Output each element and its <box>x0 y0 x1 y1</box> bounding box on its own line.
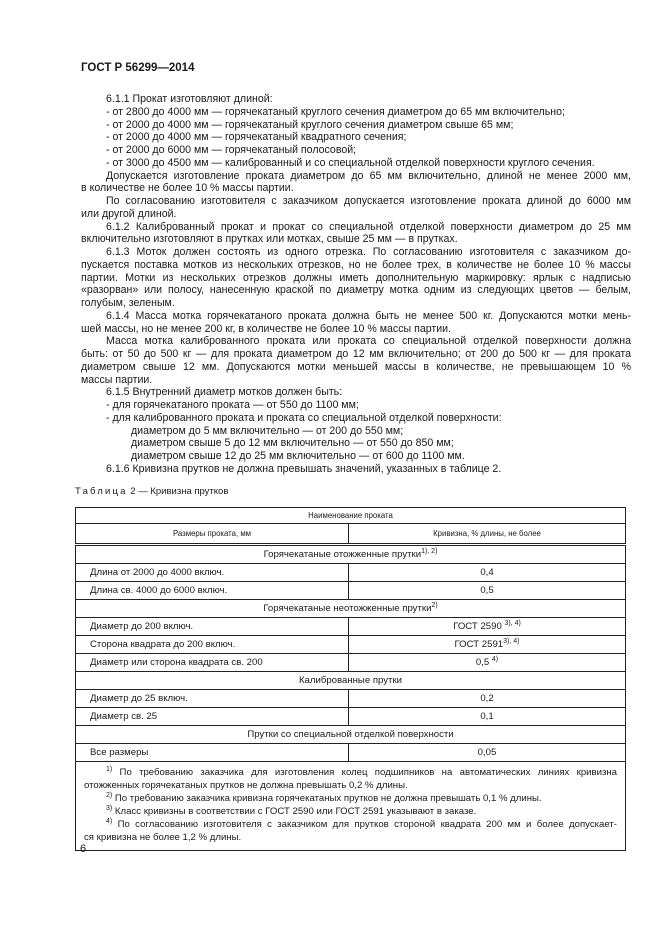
curvature-cell <box>349 744 626 762</box>
footnote-mark: 2) <box>106 792 113 799</box>
curvature-value: ГОСТ 2591 <box>454 639 504 650</box>
footnote-line <box>84 831 617 844</box>
curvature-table <box>75 507 626 851</box>
text-line: 6.1.3 Моток должен состоять из одного отрезка. По согласованию изготовителя с заказчиком до- <box>106 246 631 258</box>
table-row <box>76 582 626 600</box>
text-line: - от 2000 до 6000 мм — горячекатаный полосовой; <box>106 144 357 156</box>
curvature-cell <box>349 708 626 726</box>
curvature-cell <box>349 690 626 708</box>
text-line: - от 3000 до 4500 мм — калиброванный и со специальной отделкой поверхности круглого сечения. <box>106 156 595 169</box>
column-header-size: Размеры проката, мм <box>76 524 349 545</box>
group-title-cell <box>76 726 626 744</box>
footnote-line <box>84 766 617 779</box>
curvature-value: 0,5 <box>480 585 494 596</box>
text-line: 6.1.4 Масса мотка горячекатаного проката должна быть не менее 500 кг. Допускаются мотки мень- <box>106 309 631 322</box>
table-row <box>76 636 626 654</box>
footnotes-row <box>76 762 626 851</box>
footnote-text: отожженных горячекатаных прутков не должна превышать 0,2 % длины. <box>84 780 408 791</box>
size-cell: Диаметр до 25 включ. <box>76 690 349 708</box>
curvature-value: 0,2 <box>480 693 494 704</box>
size-cell: Диаметр св. 25 <box>76 708 349 726</box>
text-line: в количестве не более 10 % массы партии. <box>81 182 294 195</box>
footnote-ref: 4) <box>491 656 499 663</box>
group-row <box>76 545 626 564</box>
footnote-ref: 3), 4) <box>503 638 520 645</box>
footnote-text: ся кривизна не более 1,2 % длины. <box>84 832 242 843</box>
text-line: диаметром до 5 мм включительно — от 200 до 550 мм; <box>131 424 404 437</box>
curvature-cell <box>349 618 626 636</box>
curvature-value: 0,05 <box>477 747 497 758</box>
text-line: Допускается изготовление проката диаметром до 65 мм включительно, длиной не менее 2000 мм, <box>106 169 631 182</box>
footnote-line <box>84 805 617 818</box>
text-line: диаметром свыше 12 до 25 мм включительно — от 600 до 1100 мм. <box>131 450 465 462</box>
text-line: - от 2000 до 4000 мм — горячекатаный квадратного сечения; <box>106 131 407 144</box>
footnote-line <box>84 818 617 831</box>
group-title: Горячекатаные неотожженные прутки <box>263 603 432 614</box>
footnote-ref: 1), 2) <box>421 548 438 555</box>
size-cell: Диаметр до 200 включ. <box>76 618 349 636</box>
size-cell: Сторона квадрата до 200 включ. <box>76 636 349 654</box>
curvature-value: 0,1 <box>480 711 494 722</box>
curvature-value: 0,4 <box>480 567 494 578</box>
table-caption <box>75 486 228 497</box>
group-title: Калиброванные прутки <box>298 675 403 686</box>
footnote-mark: 4) <box>106 818 113 825</box>
text-line: 6.1.1 Прокат изготовляют длиной: <box>106 93 273 105</box>
group-title-cell <box>76 600 626 618</box>
table-row <box>76 654 626 672</box>
table-caption-prefix: Таблица <box>75 486 128 497</box>
size-cell: Длина от 2000 до 4000 включ. <box>76 564 349 582</box>
table-row <box>76 690 626 708</box>
footnote-ref: 3), 4) <box>504 620 521 627</box>
footnote-text: По требованию заказчика для изготовления колец подшипников на автоматических линиях кривизна <box>119 767 617 778</box>
group-title-cell <box>76 672 626 690</box>
curvature-cell <box>349 582 626 600</box>
group-title-cell <box>76 545 626 564</box>
text-line: партии. Мотки из нескольких отрезков должны иметь дополнительную маркировку: ярлык с надписью <box>81 271 631 284</box>
text-line: или другой длиной. <box>81 207 177 220</box>
text-line: 6.1.5 Внутренний диаметр мотков должен быть: <box>106 386 343 399</box>
table-row <box>76 618 626 636</box>
size-cell: Длина св. 4000 до 6000 включ. <box>76 582 349 600</box>
page-number: 6 <box>80 843 87 855</box>
document-header: ГОСТ Р 56299—2014 <box>81 62 195 74</box>
footnote-text: По согласованию изготовителя с заказчиком для прутков стороной квадрата 200 мм и более допускает- <box>117 819 617 830</box>
text-line: пускается поставка мотков из нескольких отрезков, но не более трех, в количестве не более 10 % массы <box>81 258 631 271</box>
body-text <box>81 93 631 476</box>
text-line: По согласованию изготовителя с заказчиком допускается изготовление проката длиной до 6000 мм <box>106 195 631 207</box>
footnote-text: По требованию заказчика кривизна горячекатаных прутков не должна превышать 0,1 % длины. <box>114 793 542 804</box>
text-line: Масса мотка калиброванного проката или проката со специальной отделкой поверхности должна <box>106 335 631 348</box>
text-line: шей массы, но не менее 200 кг, в количестве не более 10 % массы партии. <box>81 322 451 335</box>
text-line: - от 2000 до 4000 мм — горячекатаный круглого сечения диаметром свыше 65 мм; <box>106 118 514 131</box>
table-row <box>76 564 626 582</box>
footnote-text: Класс кривизны в соответствии с ГОСТ 2590 или ГОСТ 2591 указывают в заказе. <box>114 806 477 817</box>
curvature-value: ГОСТ 2590 <box>453 621 505 632</box>
text-line: 6.1.6 Кривизна прутков не должна превышать значений, указанных в таблице 2. <box>106 462 502 475</box>
table-row <box>76 744 626 762</box>
text-line: голубым, зеленым. <box>81 297 175 309</box>
curvature-cell <box>349 654 626 672</box>
text-line: быть: от 50 до 500 кг — для проката диаметром до 12 мм включительно; от 200 до 500 кг — для проката <box>81 348 631 360</box>
text-line: включительно изготовляют в прутках или мотках, свыше 25 мм — в прутках. <box>81 233 458 246</box>
footnote-mark: 1) <box>106 766 113 773</box>
text-line: массы партии. <box>81 373 153 386</box>
size-cell: Все размеры <box>76 744 349 762</box>
group-row <box>76 600 626 618</box>
table-caption-title: 2 — Кривизна прутков <box>127 486 229 497</box>
text-line: - для калиброванного проката и проката со специальной отделкой поверхности: <box>106 411 502 424</box>
text-line: - от 2800 до 4000 мм — горячекатаный круглого сечения диаметром до 65 мм включительно; <box>106 105 565 118</box>
footnote-ref: 2) <box>431 602 438 609</box>
text-line: 6.1.2 Калиброванный прокат и прокат со специальной отделкой поверхности диаметром до 25 мм <box>106 220 631 233</box>
column-header-curvature: Кривизна, % длины, не более <box>349 524 626 545</box>
footnote-line <box>84 792 617 805</box>
group-title: Горячекатаные отожженные прутки <box>263 549 422 560</box>
text-line: - для горячекатаного проката — от 550 до 1100 мм; <box>106 399 359 411</box>
curvature-cell <box>349 636 626 654</box>
group-title: Прутки со специальной отделкой поверхности <box>247 729 454 740</box>
curvature-value: 0,5 <box>475 657 492 668</box>
table-row <box>76 708 626 726</box>
footnote-mark: 3) <box>106 805 113 812</box>
footnotes-cell <box>76 762 626 851</box>
text-line: «разорван» или полосу, нанесенную краской по диаметру мотка одним из следующих цветов — белым, <box>81 284 631 297</box>
size-cell: Диаметр или сторона квадрата св. 200 <box>76 654 349 672</box>
group-row <box>76 672 626 690</box>
text-line: диаметром свыше 5 до 12 мм включительно — от 550 до 850 мм; <box>131 437 454 450</box>
curvature-cell <box>349 564 626 582</box>
footnote-line <box>84 779 617 792</box>
table-header: Наименование проката <box>76 508 626 524</box>
text-line: диаметром свыше 12 мм. Допускаются мотки меньшей массы в количестве, не превышающем 10 % <box>81 360 631 373</box>
group-row <box>76 726 626 744</box>
